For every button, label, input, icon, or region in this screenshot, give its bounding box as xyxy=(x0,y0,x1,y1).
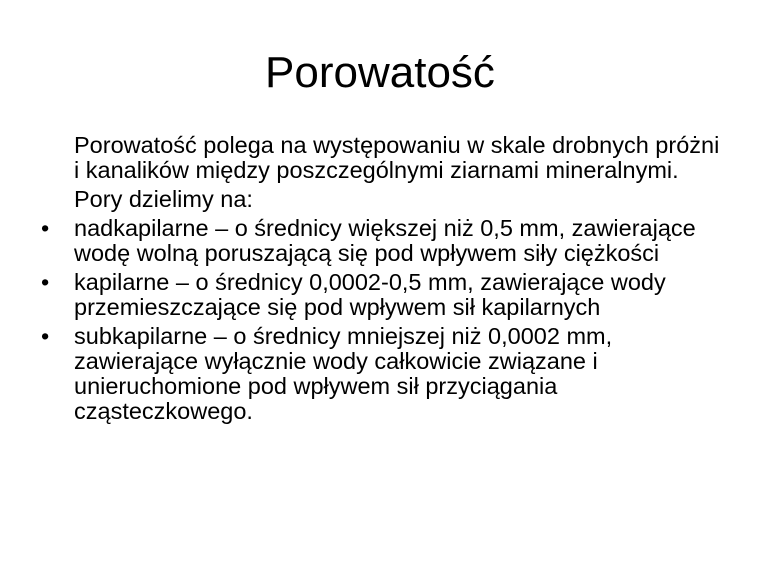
bullet-item-kapilarne xyxy=(41,269,728,320)
bullet-icon: • xyxy=(41,323,50,349)
bullet-icon: • xyxy=(41,269,50,295)
bullet-text: kapilarne – o średnicy 0,0002-0,5 mm, zawierające wody przemieszczające się pod wpływem sił kapilarnych xyxy=(74,269,666,320)
bullet-text: subkapilarne – o średnicy mniejszej niż 0,0002 mm, zawierające wyłącznie wody całkowicie związane i unieruchomione pod wpływem sił przyciągania cząsteczkowego. xyxy=(74,323,613,424)
bullet-icon: • xyxy=(41,215,50,241)
pores-intro-paragraph: Pory dzielimy na: xyxy=(74,186,253,212)
bullet-item-subkapilarne xyxy=(41,323,728,424)
bullet-item-nadkapilarne xyxy=(41,215,728,266)
slide-body xyxy=(38,133,728,428)
bullet-text: nadkapilarne – o średnicy większej niż 0,5 mm, zawierające wodę wolną poruszającą się pod wpływem siły ciężkości xyxy=(74,215,696,266)
slide-title: Porowatość xyxy=(265,48,495,97)
intro-paragraph: Porowatość polega na występowaniu w skale drobnych próżni i kanalików między poszczególnymi ziarnami mineralnymi. xyxy=(74,132,720,183)
